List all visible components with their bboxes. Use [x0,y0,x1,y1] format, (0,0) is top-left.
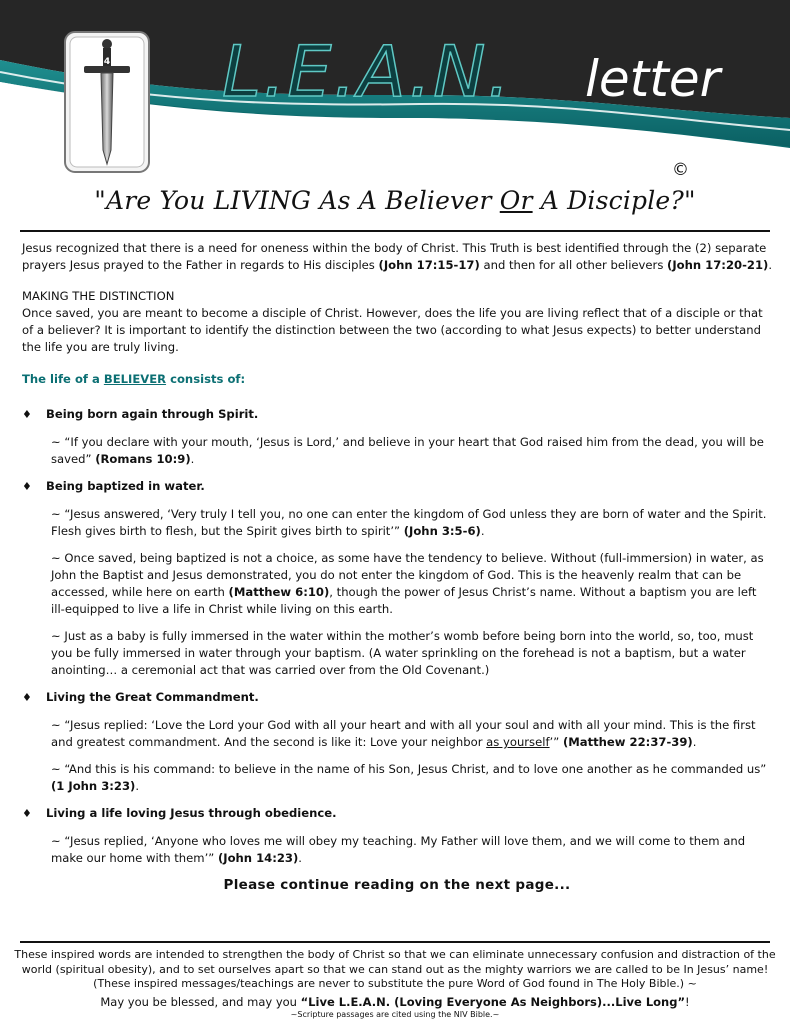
title-text-before: "Are You LIVING As A Believer [94,186,500,215]
quote-text: ~ “Jesus replied, ‘Anyone who loves me will obey my teaching. My Father will love them, and we will come to them and make our home with them’” [51,834,746,865]
quote-text: ~ Once saved, being baptized is not a choice, as some have the tendency to believe. Without (full-immersion) in water, as John the Baptist and Jesus demonstrated, you do not enter the kingdom of God. This is the heavenly realm that can be accessed, while here on earth [51,551,764,599]
scripture-ref: (Romans 10:9) [95,452,191,466]
footer [8,948,782,1020]
scripture-ref: (1 John 3:23) [51,779,136,793]
believer-heading-text: consists of: [166,372,246,386]
intro-text: . [768,258,773,272]
copyright-symbol: © [672,160,689,180]
intro-text: Jesus recognized that there is a need for oneness within the body of Christ. This Truth is best identified through the (2) separate prayers Jesus prayed to the Father in regards to His disciples [22,241,767,272]
distinction-heading: MAKING THE DISTINCTION [22,289,175,303]
bullet-item: ♦ Being born again through Spirit. [22,406,772,423]
logo-title: L.E.A.N. [222,31,512,113]
scripture-ref: (John 17:20-21) [667,258,769,272]
title-text-after: A Disciple?" [532,186,696,215]
sword-number: 4 [103,57,111,67]
scripture-quote [22,761,772,795]
footer-citation-note: ~Scripture passages are cited using the NIV Bible.~ [290,1010,500,1019]
scripture-ref: (Matthew 6:10) [228,585,330,599]
scripture-ref: (John 3:5-6) [403,524,481,538]
blessing-text: May you be blessed, and may you [100,994,301,1009]
believer-heading [22,371,772,388]
blessing-motto: “Live L.E.A.N. (Loving Everyone As Neighbors)...Live Long” [300,994,686,1009]
bullet-item: ♦ Living the Great Commandment. [22,689,772,706]
footer-blessing [8,995,782,1010]
distinction-paragraph: Once saved, you are meant to become a disciple of Christ. However, does the life you are living reflect that of a disciple or that of a believer? It is important to identify the distinction between the two (according to what Jesus expects) to better understand the life you are truly living. [22,306,763,354]
quote-text: ~ “And this is his command: to believe in the name of his Son, Jesus Christ, and to love one another as he commanded us” [51,762,767,776]
top-divider [20,230,770,232]
scripture-quote [22,717,772,751]
quote-text: ~ “Jesus replied: ‘Love the Lord your God with all your heart and with all your soul and with all your mind. This is the first and greatest commandment. And the second is like it: Love your neighbor [51,718,756,749]
scripture-quote [22,434,772,468]
logo-suffix: letter [585,50,721,108]
commentary-paragraph: ~ Just as a baby is fully immersed in the water within the mother’s womb before being born into the world, so, too, must you be fully immersed in water through your baptism. (A water sprinkling on the forehead is not a baptism, but a water anointing… a ceremonial act that was carried over from the Old Covenant.) [51,629,754,677]
page-title [0,186,790,215]
quote-text: , though the power of Jesus Christ’s name. Without a baptism you are left ill-equipped to live a life in Christ while living on this earth. [51,585,757,616]
letter-body [22,240,772,894]
sword-logo-icon [65,32,149,172]
underlined-phrase: as yourself [486,735,550,749]
scripture-quote [22,506,772,540]
footer-mission-text: These inspired words are intended to strengthen the body of Christ so that we can eliminate unnecessary confusion and distraction of the world (spiritual obesity), and to set ourselves apart so that we can stand out as the mighty warriors we are called to be In Jesus’ name! [14,948,776,976]
scripture-ref: (John 14:23) [217,851,299,865]
quote-text: . [692,735,697,749]
intro-text: and then for all other believers [479,258,668,272]
believer-heading-text: The life of a [22,372,104,386]
bullet-item: ♦ Being baptized in water. [22,478,772,495]
bullet-item: ♦ Living a life loving Jesus through obedience. [22,805,772,822]
banner-graphic [0,0,790,175]
quote-text: ~ “Jesus answered, ‘Very truly I tell you, no one can enter the kingdom of God unless they are born of water and the Spirit. Flesh gives birth to flesh, but the Spirit gives birth to spirit’” [51,507,767,538]
blessing-text: ! [685,994,690,1009]
bottom-divider [20,941,770,943]
scripture-ref: (John 17:15-17) [378,258,480,272]
commentary-paragraph [22,550,772,618]
intro-paragraph [22,240,772,274]
title-text-underlined: Or [499,186,533,215]
quote-text: . [190,452,195,466]
continue-notice: Please continue reading on the next page... [223,877,571,893]
believer-heading-underlined: BELIEVER [103,372,167,386]
header-banner [0,0,790,175]
quote-text: ~ “If you declare with your mouth, ‘Jesus is Lord,’ and believe in your heart that God raised him from the dead, you will be saved” [51,435,764,466]
quote-text: . [135,779,140,793]
quote-text: . [298,851,302,865]
quote-text: ’” [549,735,563,749]
quote-text: . [480,524,485,538]
scripture-ref: (Matthew 22:37-39) [562,735,693,749]
scripture-quote [22,833,772,867]
footer-disclaimer: (These inspired messages/teachings are never to substitute the pure Word of God found in The Holy Bible.) ~ [93,977,697,990]
